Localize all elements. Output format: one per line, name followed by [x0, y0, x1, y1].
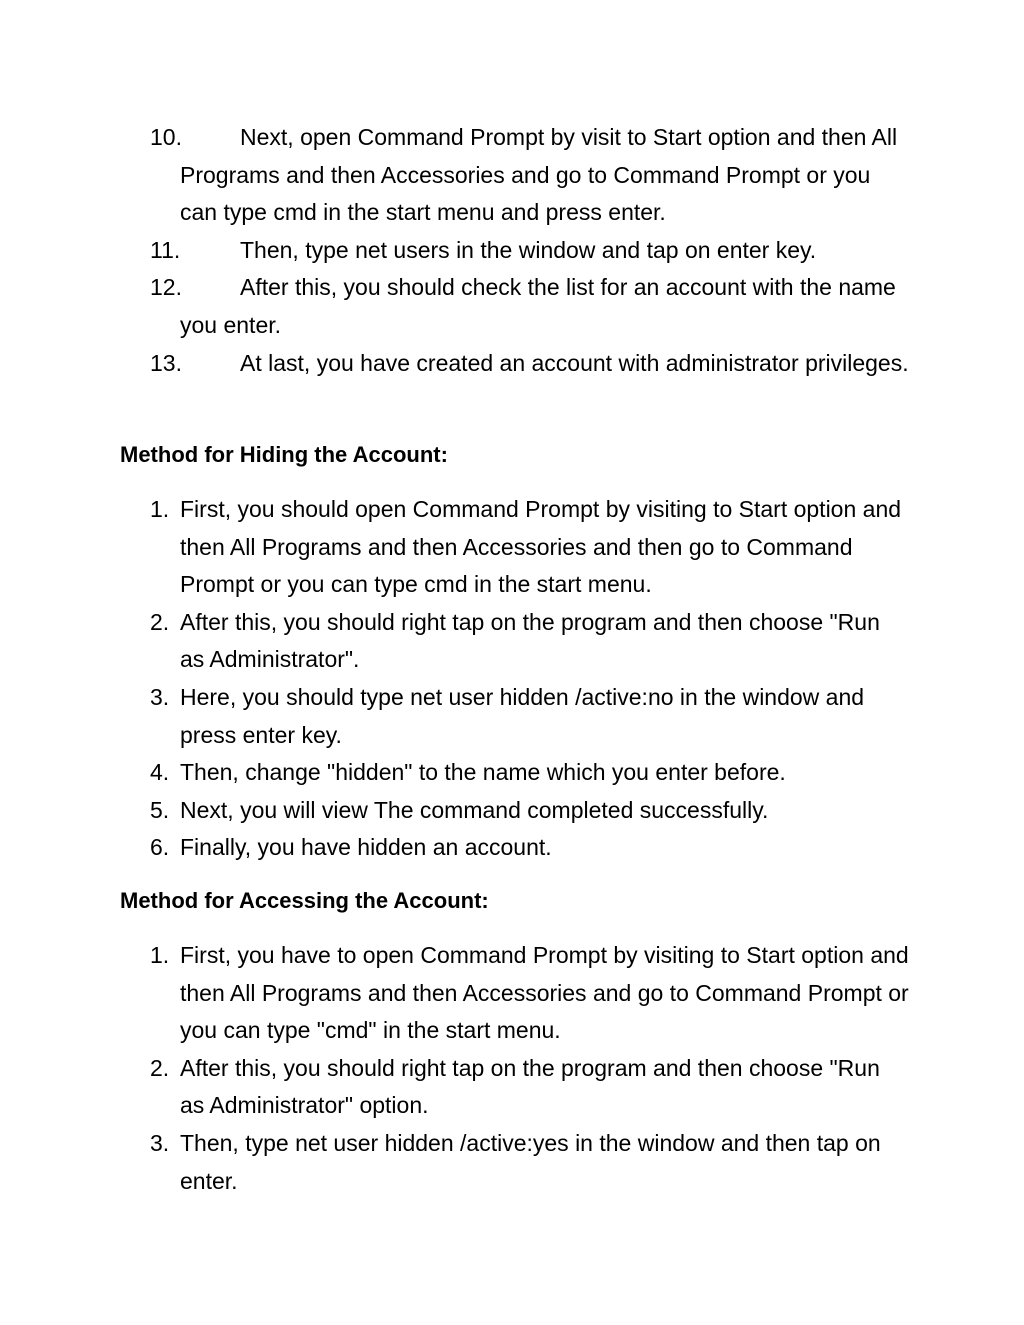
step-text: Next, open Command Prompt by visit to Start option and then All Programs and then Accessories and go to Command Prompt or you can type cmd in the start menu and press enter.	[180, 124, 898, 226]
list-item	[150, 119, 910, 232]
list-item	[150, 937, 910, 1050]
step-text: Next, you will view The command completed successfully.	[180, 796, 769, 823]
step-number: 11.	[150, 236, 181, 263]
step-number: 5.	[150, 796, 170, 823]
step-number: 3.	[150, 683, 170, 710]
step-text: First, you should open Command Prompt by visiting to Start option and then All Programs and then Accessories and then go to Command Prompt or you can type cmd in the start menu.	[180, 496, 902, 598]
list-item	[150, 1125, 910, 1200]
step-number: 3.	[150, 1129, 170, 1156]
list-item	[150, 1050, 910, 1125]
step-text: First, you have to open Command Prompt by visiting to Start option and then All Programs and then Accessories and go to Command Prompt or you can type "cmd" in the start menu.	[180, 942, 909, 1044]
list-item	[150, 232, 910, 270]
step-number: 2.	[150, 608, 170, 635]
step-number: 1.	[150, 942, 170, 968]
list-item	[150, 829, 910, 867]
section-heading-hiding: Method for Hiding the Account:	[120, 442, 448, 467]
section-heading-accessing: Method for Accessing the Account:	[120, 888, 489, 913]
step-number: 12.	[150, 274, 182, 301]
list-item	[150, 269, 910, 344]
step-number: 2.	[150, 1054, 170, 1081]
list-item	[150, 754, 910, 792]
list-item	[150, 792, 910, 830]
step-text: Then, type net users in the window and tap on enter key.	[240, 236, 817, 263]
list-item	[150, 604, 910, 679]
step-text: After this, you should right tap on the program and then choose "Run as Administrator" option.	[180, 1054, 880, 1119]
hiding-steps-list	[150, 491, 910, 867]
step-text: After this, you should check the list for an account with the name you enter.	[180, 274, 896, 338]
step-text: Finally, you have hidden an account.	[180, 834, 552, 861]
step-number: 1.	[150, 496, 170, 522]
step-number: 13.	[150, 349, 182, 376]
list-item	[150, 345, 910, 383]
accessing-steps-list	[150, 937, 910, 1200]
list-item	[150, 491, 910, 604]
step-number: 10.	[150, 124, 182, 150]
list-item	[150, 679, 910, 754]
step-text: Then, change "hidden" to the name which you enter before.	[180, 759, 786, 786]
step-text: Then, type net user hidden /active:yes in the window and then tap on enter.	[180, 1129, 881, 1194]
step-text: After this, you should right tap on the program and then choose "Run as Administrator".	[180, 608, 880, 673]
continued-steps-list	[150, 119, 910, 382]
step-number: 4.	[150, 759, 170, 786]
step-text: Here, you should type net user hidden /active:no in the window and press enter key.	[180, 683, 865, 748]
step-text: At last, you have created an account with administrator privileges.	[240, 349, 909, 376]
step-number: 6.	[150, 834, 170, 861]
